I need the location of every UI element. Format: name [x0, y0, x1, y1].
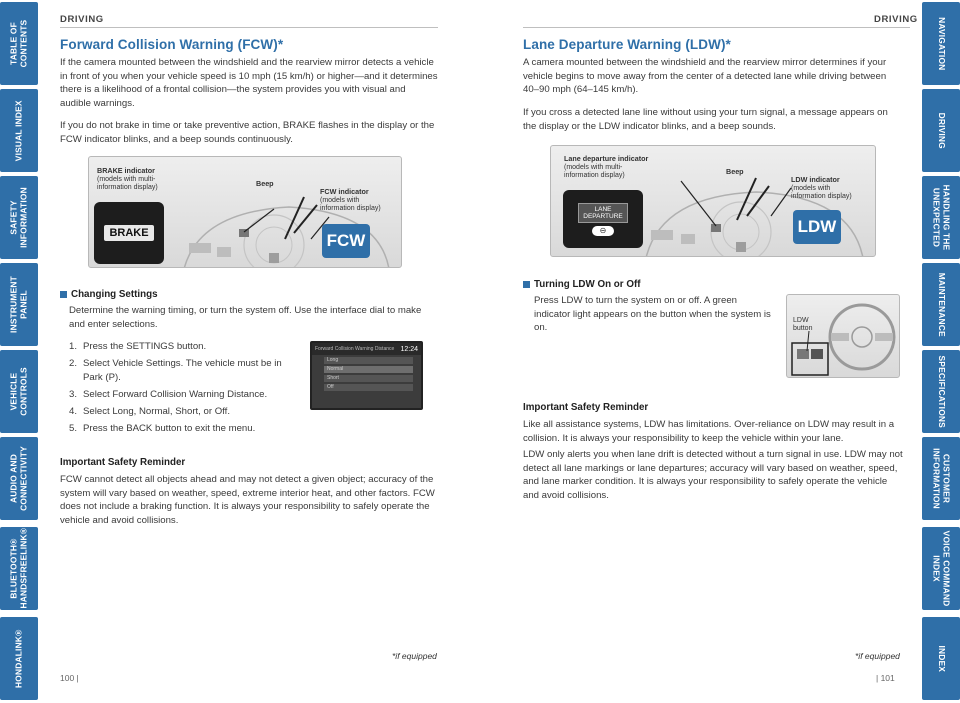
- tab-bluetooth-handsfreelink[interactable]: [0, 527, 38, 610]
- tab-index[interactable]: [922, 617, 960, 700]
- step-text: Select Forward Collision Warning Distance.: [83, 388, 268, 400]
- step-number: 5.: [69, 422, 78, 434]
- callout-title: Beep: [256, 179, 274, 188]
- ldw-dashboard-figure: [550, 145, 876, 257]
- fcw-dashboard-figure: [88, 156, 402, 268]
- right-section-tabs: [922, 0, 960, 703]
- step-number: 1.: [69, 341, 78, 352]
- screen-option: Long: [324, 357, 413, 364]
- step-number: 2.: [69, 358, 78, 370]
- tab-label: VEHICLE CONTROLS: [8, 367, 28, 416]
- step-text: Press the SETTINGS button.: [83, 341, 207, 352]
- list-item: [69, 422, 295, 436]
- list-item: [69, 357, 295, 384]
- step-text: Select Long, Normal, Short, or Off.: [83, 405, 230, 417]
- tab-label: INDEX: [936, 645, 947, 672]
- tab-label: AUDIO AND CONNECTIVITY: [8, 446, 28, 511]
- tab-safety-information[interactable]: [0, 176, 38, 259]
- settings-intro: Determine the warning timing, or turn the system off. Use the interface dial to make and enter selections.: [69, 305, 422, 330]
- ldw-button-callout: LDW button: [793, 317, 813, 332]
- step-text: Select Vehicle Settings. The vehicle must be in Park (P).: [83, 358, 282, 383]
- heading-text: Turning LDW On or Off: [534, 279, 641, 290]
- tab-customer-information[interactable]: [922, 437, 960, 520]
- settings-screen-thumbnail: [310, 341, 423, 410]
- tab-driving[interactable]: [922, 89, 960, 172]
- tab-vehicle-controls[interactable]: [0, 350, 38, 433]
- tab-label: TABLE OF CONTENTS: [8, 19, 28, 68]
- brake-display: [94, 202, 164, 264]
- ldw-button-figure: [786, 294, 900, 378]
- brake-indicator-callout: [97, 167, 158, 192]
- list-item: [69, 340, 295, 354]
- safety-reminder-heading: Important Safety Reminder: [523, 402, 649, 413]
- intro-paragraph: If you cross a detected lane line without using your turn signal, a message appears on the display or the LDW indicator blinks, and a beep sounds.: [523, 107, 888, 132]
- tab-label: VISUAL INDEX: [13, 100, 24, 161]
- ldw-indicator-callout: [791, 176, 852, 201]
- running-head: DRIVING: [60, 14, 104, 25]
- tab-label: DRIVING: [936, 112, 947, 149]
- tab-label: SAFETY INFORMATION: [8, 187, 28, 248]
- callout-subtitle: (models with multi- information display): [97, 176, 158, 191]
- screen-option: Off: [324, 384, 413, 391]
- step-number: 3.: [69, 388, 78, 400]
- beep-callout: [726, 168, 744, 177]
- ldw-indicator: LDW: [793, 210, 841, 244]
- section-title: Lane Departure Warning (LDW)*: [523, 37, 731, 52]
- screen-option: Short: [324, 375, 413, 382]
- intro-paragraph: If you do not brake in time or take preventive action, BRAKE flashes in the display or the FCW indicator blinks, and a beep sounds continuously.: [60, 120, 435, 145]
- safety-reminder-heading: Important Safety Reminder: [60, 457, 186, 468]
- tab-label: HANDLING THE UNEXPECTED: [932, 184, 952, 251]
- safety-reminder-text: Like all assistance systems, LDW has limitations. Over-reliance on LDW may result in a collision. It is always your responsibility to keep the vehicle within your lane.: [523, 419, 895, 444]
- callout-title: Lane departure indicator: [564, 154, 649, 163]
- step-text: Press the BACK button to exit the menu.: [83, 422, 256, 434]
- steering-wheel-illustration: [787, 295, 900, 378]
- safety-reminder-text: LDW only alerts you when lane drift is detected without a turn signal in use. LDW may not detect all lane markings or lane departures; accuracy will vary based on weather, speed, and lane marker condition. It is always your responsibility to safely operate the vehicle and avoid collisions.: [523, 449, 903, 501]
- tab-label: VOICE COMMAND INDEX: [932, 530, 952, 607]
- left-section-tabs: [0, 0, 38, 703]
- tab-label: BLUETOOTH® HANDSFREELINK®: [8, 527, 28, 609]
- header-rule: [523, 27, 910, 28]
- safety-reminder-text: FCW cannot detect all objects ahead and may not detect a given object; accuracy of the system will vary based on weather, speed, extreme interior heat, and other factors. FCW does not include a braking function. It is always your responsibility to safely operate the vehicle and avoid collisions.: [60, 474, 435, 526]
- heading-text: Changing Settings: [71, 289, 158, 300]
- tab-handling-the-unexpected[interactable]: [922, 176, 960, 259]
- tab-visual-index[interactable]: [0, 89, 38, 172]
- intro-paragraph: A camera mounted between the windshield and the rearview mirror determines if your vehicle begins to move away from the center of a detected lane while driving between 40–90 mph (64–145 km/h).: [523, 57, 887, 96]
- callout-title: Beep: [726, 167, 744, 176]
- tab-label: NAVIGATION: [936, 16, 947, 71]
- changing-settings-heading: [60, 289, 158, 300]
- tab-hondalink[interactable]: [0, 617, 38, 700]
- tab-label: SPECIFICATIONS: [936, 355, 947, 428]
- lane-departure-icon: ⊖: [592, 226, 614, 236]
- lane-departure-callout: [564, 155, 648, 180]
- brake-indicator: BRAKE: [104, 225, 153, 241]
- tab-label: CUSTOMER INFORMATION: [932, 448, 952, 509]
- callout-subtitle: (models with information display): [791, 185, 852, 200]
- screen-option-selected: Normal: [324, 366, 413, 373]
- list-item: [69, 405, 295, 419]
- bullet-square-icon: [60, 291, 67, 298]
- screen-header: [312, 343, 421, 355]
- callout-subtitle: (models with multi- information display): [564, 164, 625, 179]
- screen-clock: 12:24: [400, 345, 418, 353]
- tab-label: MAINTENANCE: [936, 272, 947, 337]
- beep-callout: [256, 180, 274, 189]
- lane-departure-indicator: LANE DEPARTURE: [578, 203, 628, 223]
- tab-maintenance[interactable]: [922, 263, 960, 346]
- fcw-indicator: FCW: [322, 224, 370, 258]
- callout-title: LDW indicator: [791, 175, 840, 184]
- page-number: 100 |: [60, 673, 79, 683]
- footnote: *if equipped: [392, 651, 437, 661]
- tab-label: HONDALINK®: [13, 629, 24, 688]
- intro-paragraph: If the camera mounted between the windshield and the rearview mirror detects a vehicle in front of you when your vehicle speed is 10 mph (15 km/h) or higher—and it determines there is a likelihood of a frontal collision—the system provides you with visual and audible warnings.: [60, 57, 438, 109]
- screen-title: Forward Collision Warning Distance: [315, 346, 395, 352]
- tab-navigation[interactable]: [922, 2, 960, 85]
- tab-specifications[interactable]: [922, 350, 960, 433]
- settings-steps: [69, 340, 295, 439]
- tab-audio-and-connectivity[interactable]: [0, 437, 38, 520]
- fcw-indicator-callout: [320, 188, 381, 213]
- callout-subtitle: (models with information display): [320, 197, 381, 212]
- page-number: | 101: [876, 673, 895, 683]
- step-number: 4.: [69, 405, 78, 417]
- turning-ldw-text: Press LDW to turn the system on or off. A green indicator light appears on the button when the system is on.: [534, 295, 771, 334]
- tab-instrument-panel[interactable]: [0, 263, 38, 346]
- tab-voice-command-index[interactable]: [922, 527, 960, 610]
- header-rule: [60, 27, 438, 28]
- running-head: DRIVING: [874, 14, 918, 25]
- tab-label: INSTRUMENT PANEL: [8, 276, 28, 333]
- turning-ldw-heading: [523, 279, 640, 290]
- tab-table-of-contents[interactable]: [0, 2, 38, 85]
- footnote: *if equipped: [855, 651, 900, 661]
- callout-title: BRAKE indicator: [97, 166, 155, 175]
- bullet-square-icon: [523, 281, 530, 288]
- lane-departure-display: [563, 190, 643, 248]
- callout-title: FCW indicator: [320, 187, 369, 196]
- list-item: [69, 388, 295, 402]
- section-title: Forward Collision Warning (FCW)*: [60, 37, 284, 52]
